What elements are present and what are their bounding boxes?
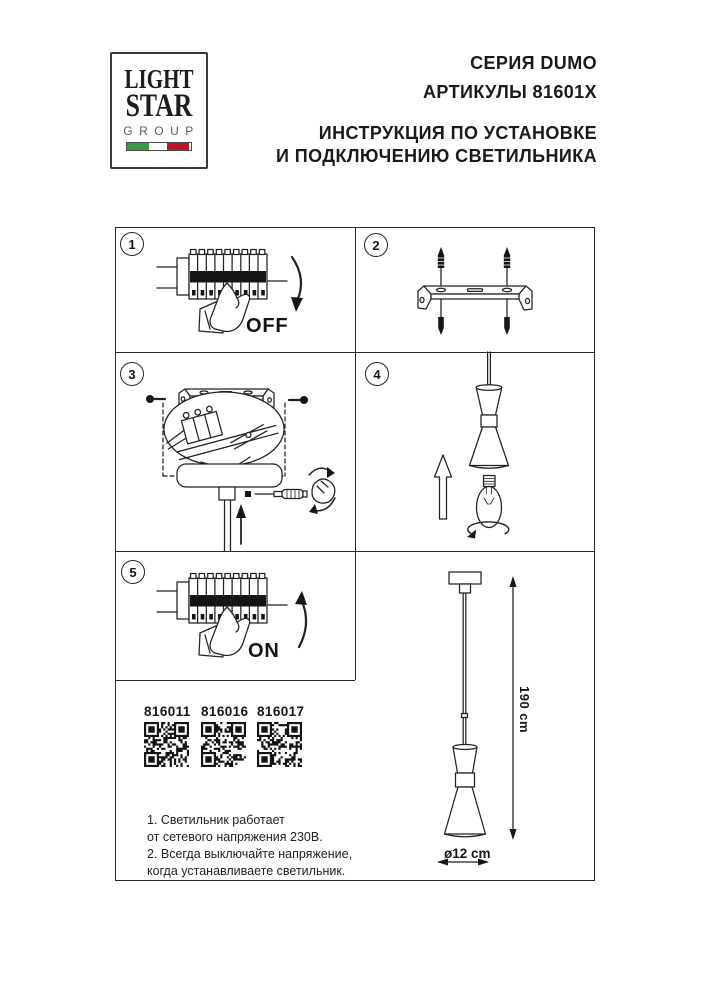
note-line-3: 2. Всегда выключайте напряжение, [147,847,353,861]
breaker-on-illustration [115,551,355,680]
up-arrow-icon [236,504,246,544]
bracket-screws-illustration [355,227,595,352]
off-label: OFF [246,315,289,337]
logo-word-star: STAR [125,88,193,124]
note-line-1: 1. Светильник работает [147,813,285,827]
pendant-lamp-icon [445,572,486,837]
screw-icon [438,247,510,287]
grid-divider-row3 [115,680,355,681]
italian-flag-icon [126,142,192,151]
up-arrow-outline-icon [435,455,452,519]
step-number-4: 4 [373,366,381,382]
note-line-4: когда устанавливаете светильник. [147,864,346,878]
step-number-2: 2 [372,237,380,253]
mounting-bracket-icon [418,286,532,310]
instruction-title-line2: И ПОДКЛЮЧЕНИЮ СВЕТИЛЬНИКА [276,146,597,166]
flag-red-stripe [167,143,189,150]
ceiling-canopy-icon [177,464,282,551]
qr-code [257,722,302,767]
step-number-1: 1 [128,236,136,252]
hand-turning-icon [309,467,335,514]
height-dimension-label: 190 cm [517,686,532,734]
rotate-up-arrow-icon [295,591,307,647]
articles-title: АРТИКУЛЫ 81601X [423,82,597,102]
article-number-816011: 816011 [144,704,191,719]
breaker-off-illustration [115,227,355,352]
light-bulb-icon [477,476,502,528]
on-label: ON [248,640,280,662]
screwdriver-icon [245,490,307,499]
safety-notes [147,812,352,880]
step-number-5: 5 [129,564,137,580]
step-number-badge-4 [365,362,389,386]
article-number-816016: 816016 [201,704,249,719]
article-number-816017: 816017 [257,704,305,719]
instruction-title-line1: ИНСТРУКЦИЯ ПО УСТАНОВКЕ [318,123,597,143]
flag-white-stripe [149,143,167,150]
rotate-down-arrow-icon [291,257,303,312]
diameter-dimension-label: ø12 cm [444,846,491,861]
logo-word-group: GROUP [123,124,200,138]
flag-green-stripe [127,143,149,150]
logo-word-light: LIGHT [124,64,194,94]
step-number-badge-3 [120,362,144,386]
wall-anchor-icon [438,299,510,335]
pendant-dimensions-diagram [355,551,595,881]
series-title: СЕРИЯ DUMO [470,53,597,73]
step-number-badge-2 [364,233,388,257]
canopy-mounting-illustration [115,352,355,551]
height-dimension-line [510,576,517,840]
pendant-shade-icon [470,352,509,468]
instruction-title [276,122,597,168]
qr-code [201,722,246,767]
note-line-2: от сетевого напряжения 230В. [147,830,323,844]
step-number-badge-1 [120,232,144,256]
qr-code [144,722,189,767]
step-number-3: 3 [128,366,136,382]
step-number-badge-5 [121,560,145,584]
lightstar-logo [110,52,208,169]
bulb-install-illustration [355,352,595,551]
